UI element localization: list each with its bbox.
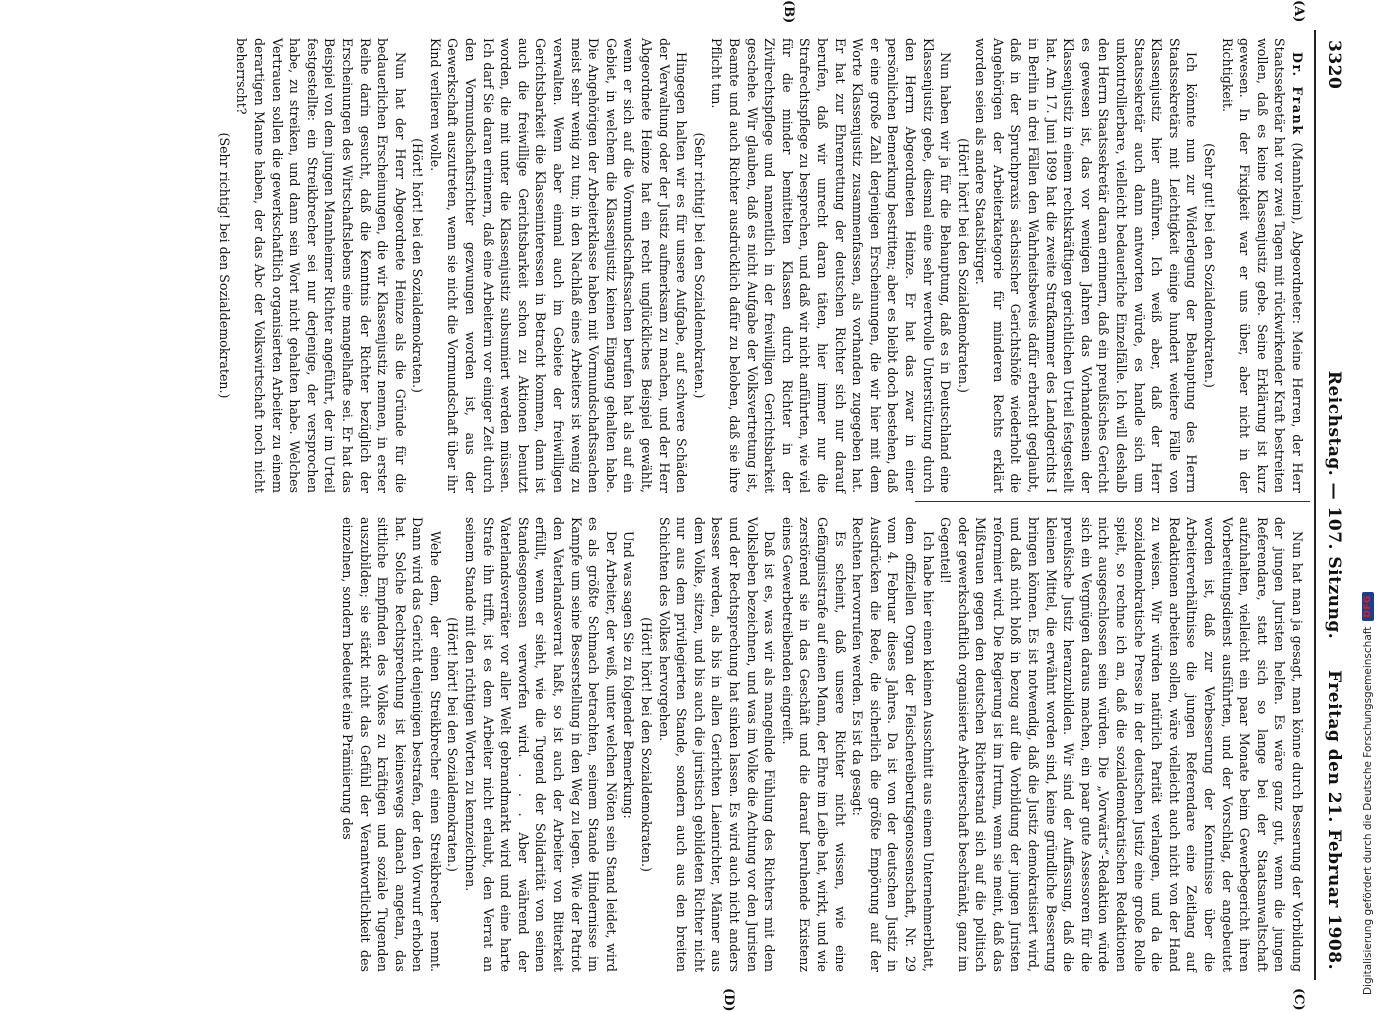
interjection: (Hört! hört! bei den Sozialdemokraten.) — [955, 138, 971, 393]
header-title: Reichstag. — 107. Sitzung. — [1324, 370, 1344, 640]
interjection: (Sehr gut! bei den Sozialdemokraten.) — [1202, 143, 1218, 388]
paragraph: Wehe dem, der einen Streikbrecher einen Streikbrecher nennt. Dann wird das Gericht denjenigen bestrafen, der den Vorwurf erhoben hat. Solche Rechtsprechung ist keineswegs danach angetan, das sittliche Empfinden des Volkes zu kräftigen und soziale Tugenden auszubilden; sie stärkt nicht das Gefühl der Verantwortlichkeit des einzelnen, sondern bedeutet eine Prämiierung des — [339, 517, 443, 972]
paragraph: Daß ist es, was wir als mangelnde Fühlung des Richters mit dem Volksleben bezeichnen, und was im Volke die Achtung vor den Juristen und der Rechtsprechung hat sinken lassen. Es wird auch nicht anders besser werden, als bis in allen Gerichten Laienrichter, Männer aus dem Volke, sitzen, und bis auch die juristisch gebildeten Richter nicht nur aus dem privilegierten Stande, sondern auch aus den breiten Schichten des Volkes hervorgehen. — [656, 517, 778, 972]
credit-text: Digitalisierung gefördert durch die Deutsche Forschungsgemeinschaft — [1362, 626, 1374, 995]
speech-opening: Dr. Frank (Mannheim), Abgeordneter: Meine Herren, der Herr Staatssekretär hat vor zwei Tagen mit rückwirkender Kraft bestreiten wollen, daß es keine Klassenjustiz gebe. Seine Erklärung ist kurz gewesen. In der Fixigkeit war er uns über, aber nicht in der Richtigkeit. — [1219, 38, 1305, 493]
dfg-logo: DFG — [1362, 592, 1374, 621]
page-number: 3320 — [1324, 40, 1344, 90]
interjection: (Sehr richtig! bei den Sozialdemokraten.) — [216, 132, 232, 399]
paragraph: Nun haben wir ja für die Behauptung, daß es in Deutschland eine Klassenjustiz gebe, diesmal eine sehr wertvolle Unterstützung durch den Herrn Abgeordneten Heinze. Er hat das zwar in einer persönlichen Bemerkung bestritten; aber es bleibt doch bestehen, daß er eine große Zahl derjenigen Erscheinungen, die wir hier mit dem Worte Klassenjustiz zusammenfassen, als vorhanden zugegeben hat. Er hat zur Ehrenrettung der deutschen Richter sich nur darauf berufen, daß wir unrecht daran täten, hier immer nur die Strafrechtspflege zu besprechen, und daß wir nicht anführten, wie viel für die minder bemittelten Klassen durch Richter in der Zivilrechtspflege und namentlich in der freiwilligen Gerichtsbarkeit geschehe. Wir glauben, daß es nicht Aufgabe der Volksvertretung ist, Beamte und auch Richter ausdrücklich dafür zu beloben, daß sie ihre Pflicht tun. — [709, 38, 954, 493]
left-column — [215, 38, 1306, 493]
paragraph: Nun hat man ja gesagt, man könne durch Besserung der Vorbildung der jungen Juristen helfen. Es wäre ganz gut, wenn die jungen Referendare, statt sich so lange bei der Staatsanwaltschaft aufzuhalten, vielleicht ein paar Monate beim Gewerbegericht ihren Vorbereitungsdienst ausführten, und der Vorschlag, der angebeutet worden ist, daß zur Verbesserung der Kenntnisse über die Arbeiterverhältnisse die jungen Referendare eine Zeitlang auf Redaktionen arbeiten sollen, wäre vielleicht auch nicht von der Hand zu weisen. Wir würden natürlich Parität verlangen, und da die sozialdemokratische Presse in der deutschen Justiz eine große Rolle spielt, so rechne ich an, daß die sozialdemokratischen Redaktionen nicht ausgeschlossen sein würden. Die „Vorwärts“-Redaktion würde sich ein Vergnügen daraus machen, ein paar gute Assessoren für die preußische Justiz heranzubilden. Wir sind der Auffassung, daß die kleinen Mittel, die erwähnt worden sind, keine gründliche Besserung bringen können. Es ist notwendig, daß die Justiz demokratisiert wird, und daß nicht bloß in bezug auf die Vorbildung der jungen Juristen reformiert wird. Die Regierung ist im Irrtum, wenn sie meint, daß das Mißtrauen gegen den deutschen Richterstand sich auf die politisch oder gewerkschaftlich organisierte Arbeiterschaft beschränkt, ganz im Gegenteil! — [938, 517, 1305, 972]
header-date: Freitag den 21. Februar 1908. — [1324, 670, 1344, 970]
interjection: (Sehr richtig! bei den Sozialdemokraten.) — [691, 132, 707, 399]
header-rule — [1315, 30, 1317, 980]
margin-marker-b: (B) — [781, 0, 796, 24]
right-column — [338, 517, 1306, 972]
interjection: (Hört! hört! bei den Sozialdemokraten.) — [639, 617, 655, 872]
paragraph: Es scheint, daß unsere Richter nicht wissen, wie eine Gefängnisstrafe auf einen Mann, der Ehre im Leibe hat, wirkt, und wie zerstörend sie in das Geschäft und die darauf beruhende Existenz eines Gewerbetreibenden eingreift. — [779, 517, 848, 972]
interjection: (Hört! hört! bei den Sozialdemokraten.) — [410, 138, 426, 393]
page-header — [1320, 30, 1346, 980]
paragraph: Ich habe hier einen kleinen Ausschnitt aus einem Unternehmerblatt, dem offiziellen Organ der Fleischereiberufsgenossenschaft, Nr. 29 vom 4. Februar dieses Jahres. Da ist von der deutschen Justiz in Ausdrücken die Rede, die sicherlich die größte Empörung auf der Rechten hervorrufen werden. Es ist da gesagt: — [850, 517, 936, 972]
paragraph: Hingegen halten wir es für unsere Aufgabe, auf schwere Schäden der Verwaltung oder der Justiz aufmerksam zu machen, und der Herr Abgeordnete Heinze hat ein recht unglückliches Beispiel gewählt, wenn er sich auf die Vormundschaftssachen berufen hat als auf ein Gebiet, in welchem die Klassenjustiz keinen Eingang gehalten habe. Die Angehörigen der Arbeiterklasse haben mit Vormundschaftssachen meist sehr wenig zu tun; in den Nachlaß eines Arbeiters ist wenig zu verwalten. Wenn aber einmal auch im Gebiete der freiwilligen Gerichtsbarkeit die Klasseninteressen in Betracht kommen, dann ist auch die freiwillige Gerichtsbarkeit schon zu Aktionen benutzt worden, die mit unter die Klassenjustiz subsumiert werden müssen. Ich darf Sie daran erinnern, daß eine Arbeiterin vor einiger Zeit durch den Vormundschaftsrichter gezwungen worden ist, aus der Gewerkschaft auszutreten, wenn sie nicht die Vormundschaft über ihr Kind verlieren wolle. — [427, 38, 690, 493]
interjection: (Hört! hört! bei den Sozialdemokraten.) — [445, 617, 461, 872]
margin-marker-d: (D) — [721, 988, 736, 1012]
rotated-page — [56, 0, 1346, 1012]
paragraph: Ich könnte nun zur Widerlegung der Behauptung des Herrn Staatssekretärs mit Leichtigkeit einige hundert weitere Fälle von Klassenjustiz hier anführen. Ich weiß aber, daß der Herr Staatssekretär auch dann antworten würde, es handle sich um unkontrollierbare, vielleicht bedauerliche Einzelfälle. Ich will deshalb den Herrn Staatssekretär daran erinnern, daß ein preußisches Gericht es gewesen ist, das vor wenigen Jahren das Vorhandensein der Klassenjustiz in einem rechtskräftigen gerichtlichen Urteil festgestellt hat. Am 17. Juni 1899 hat die zweite Strafkammer des Landgerichts I in Berlin in drei Fällen den Wahrheitsbeweis dafür erbracht geglaubt, daß in der Spruchpraxis sächsischer Gerichtshöfe wiederholt die Angehörigen der Arbeiterkategorie für minderen Rechts erklärt worden seien als andere Staatsbürger. — [973, 38, 1200, 493]
paragraph: Nun hat der Herr Abgeordnete Heinze als die Gründe für die bedauerlichen Erscheinungen, die wir Klassenjustiz nennen, in erster Reihe darin gesucht, daß die Kenntnis der Richter bezüglich der Erscheinungen des Wirtschaftslebens eine mangelhafte sei. Er hat das Beispiel von dem jungen Mannheimer Richter angeführt, der im Urteil festgestellte: ein Streikbrecher sei nur derjenige, der versprochen habe, zu streiken, und dann sein Wort nicht gehalten habe. Welches Vertrauen sollen die gewerkschaftlich organisierten Arbeiter zu einem derartigen Manne haben, der das Abc der Volkswirtschaft noch nicht beherrscht? — [234, 38, 408, 493]
paragraph: Der Arbeiter, der weiß, unter welchen Nöten sein Stand leidet, wird es als größte Schmach betrachten, seinem Stande Hindernisse im Kampfe um seine Besserstellung in den Weg zu legen. Wie der Patriot den Vaterlandsverrat haßt, so ist auch der Arbeiter von Bitterkeit erfüllt, wenn er sieht, wie die Tugend der Solidarität von seinen Standesgenossen verworfen wird. . . . Aber während der Vaterlandsverräter vor aller Welt gebrandmarkt wird und eine harte Strafe ihn trifft, ist es dem Arbeiter nicht erlaubt, den Verrat an seinem Stande mit den richtigen Worten zu kennzeichnen. — [463, 517, 619, 972]
margin-marker-c: (C) — [1291, 988, 1306, 1011]
column-divider — [915, 501, 1310, 502]
paragraph: Und was sagen Sie zu folgender Bemerkung: — [621, 531, 637, 819]
margin-marker-a: (A) — [1291, 0, 1306, 23]
speaker-name: Dr. Frank — [1290, 52, 1305, 136]
digitization-credit — [1362, 592, 1374, 995]
